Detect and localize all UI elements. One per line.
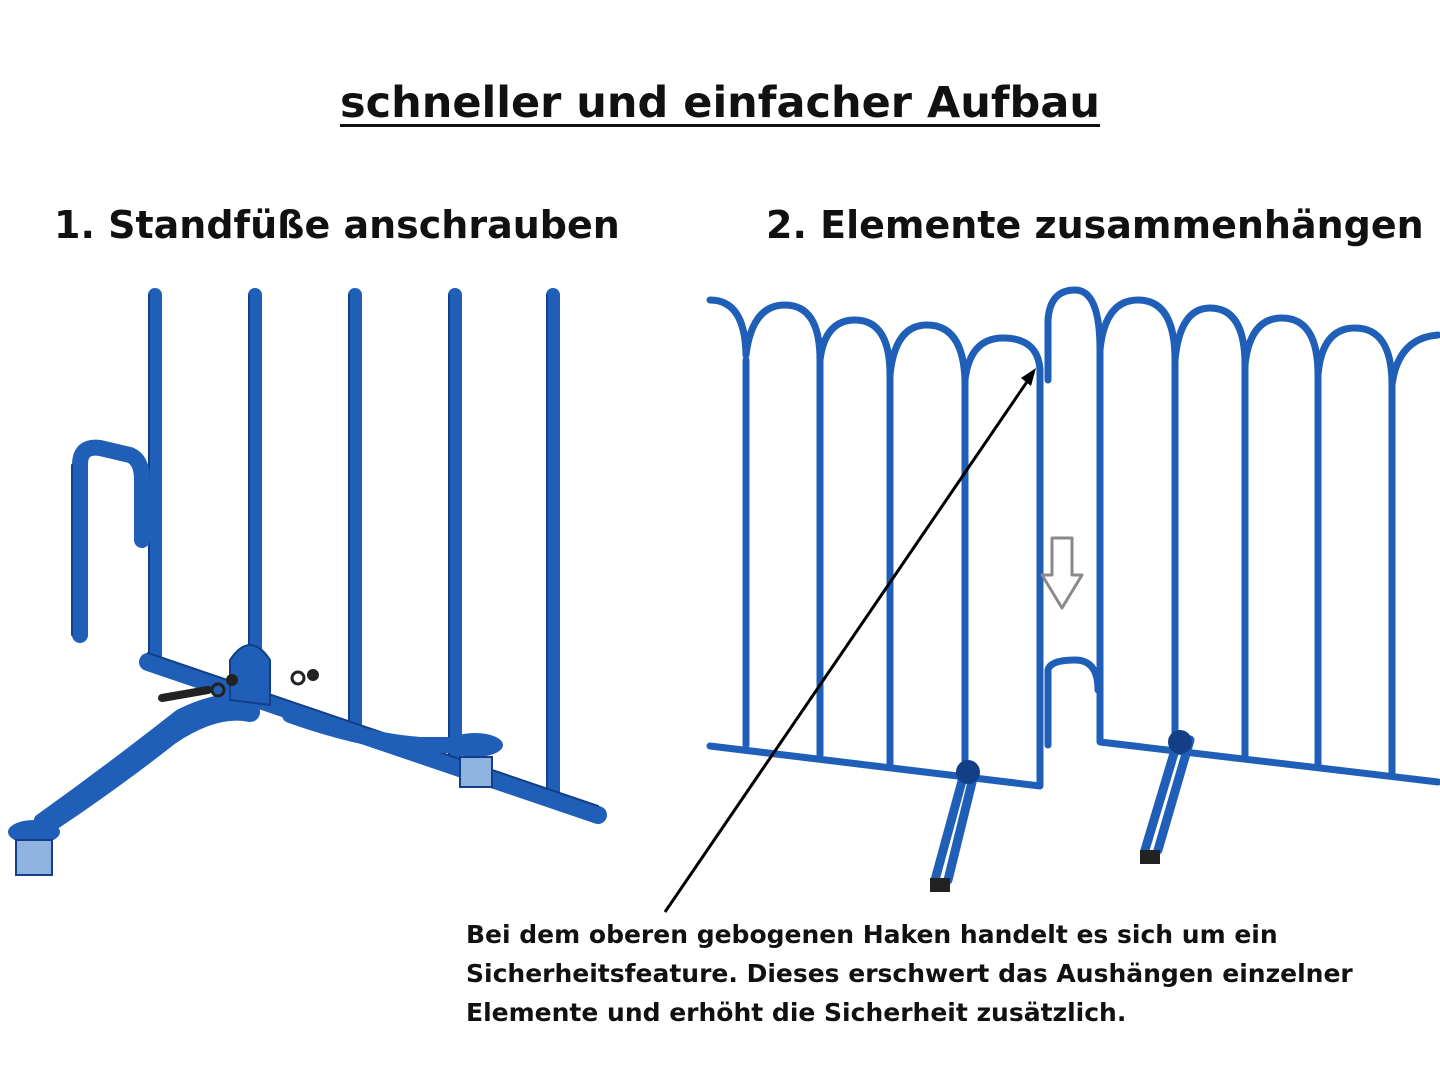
safety-note [466,915,1366,1032]
note-line-1: Bei dem oberen gebogenen Haken handelt es sich um ein [466,920,1278,949]
down-arrow-icon [1042,538,1082,608]
fence-foot-illustration [8,295,598,875]
pointer-arrowhead-icon [1021,368,1036,386]
pointer-line [665,373,1033,912]
note-line-2: Sicherheitsfeature. Dieses erschwert das Aushängen einzelner [466,959,1353,988]
step-1-heading: 1. Standfüße anschrauben [54,203,620,247]
page-title: schneller und einfacher Aufbau [340,78,1100,128]
step-2-heading: 2. Elemente zusammenhängen [766,203,1424,247]
note-line-3: Elemente und erhöht die Sicherheit zusätzlich. [466,998,1127,1027]
